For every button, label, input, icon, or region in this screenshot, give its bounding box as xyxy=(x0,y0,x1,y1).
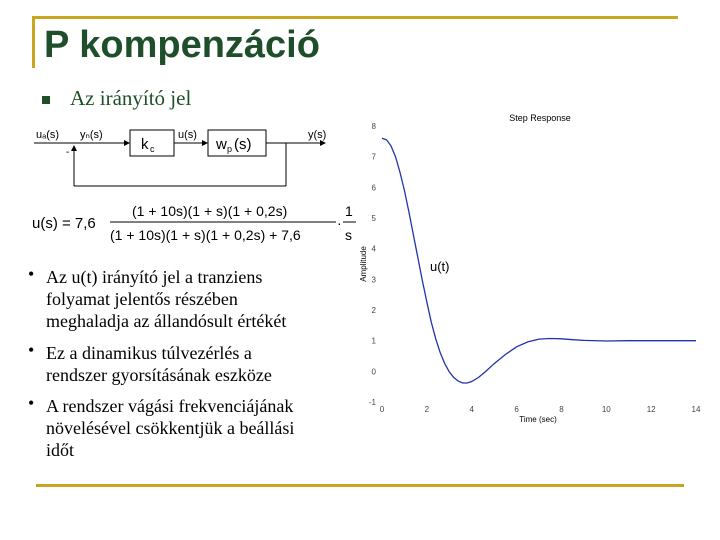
bullet-item-2 xyxy=(46,342,346,386)
step-response-chart xyxy=(352,108,708,432)
x-tick-label: 2 xyxy=(424,405,430,414)
y-tick-label: 6 xyxy=(371,183,376,193)
formula-lhs: u(s) = 7,6 xyxy=(32,215,96,232)
bullet-1-line-1: Az u(t) irányító jel a tranziens xyxy=(46,267,263,287)
bullet-dot-icon: • xyxy=(28,264,35,284)
x-tick-label: 4 xyxy=(469,405,474,414)
y-label: y(s) xyxy=(308,129,327,141)
bullet-2-line-2: rendszer gyorsításának eszköze xyxy=(46,365,272,385)
y-tick-label: 8 xyxy=(371,122,376,131)
controller-label: k xyxy=(141,136,149,153)
formula-frac2-denominator: s xyxy=(345,227,352,243)
left-frame-line xyxy=(32,16,35,68)
y-tick-label: 3 xyxy=(371,275,376,285)
formula-dot: · xyxy=(337,215,342,231)
y-tick-label: 4 xyxy=(371,244,376,254)
bullet-2-line-1: Ez a dinamikus túlvezérlés a xyxy=(46,343,252,363)
x-tick-label: 14 xyxy=(691,405,701,414)
page-title: P kompenzáció xyxy=(44,24,320,66)
plant-label: w xyxy=(216,136,227,153)
x-axis-label: Time (sec) xyxy=(519,415,557,424)
y-tick-label: -1 xyxy=(368,398,376,407)
bullet-1-line-2: folyamat jelentős részében xyxy=(46,289,238,309)
formula-denominator: (1 + 10s)(1 + s)(1 + 0,2s) + 7,6 xyxy=(110,227,301,243)
bullet-item-3 xyxy=(46,395,346,461)
bullet-1-line-3: meghaladja az állandósult értékét xyxy=(46,311,287,331)
x-tick-label: 12 xyxy=(646,405,656,414)
plant-subscript: p xyxy=(227,144,233,154)
bullet-item-1 xyxy=(46,266,346,332)
y-tick-label: 1 xyxy=(371,336,376,346)
x-tick-label: 0 xyxy=(379,405,385,414)
y-axis-label: Amplitude xyxy=(359,246,368,282)
plant-arg: (s) xyxy=(234,136,252,153)
square-bullet-icon xyxy=(42,96,50,104)
bullet-3-line-3: időt xyxy=(46,440,75,460)
x-tick-label: 8 xyxy=(559,405,564,414)
x-tick-label: 10 xyxy=(601,405,611,414)
chart-title: Step Response xyxy=(509,113,571,123)
bullet-dot-icon: • xyxy=(28,393,35,413)
x-tick-label: 6 xyxy=(514,405,519,414)
formula-frac2-numerator: 1 xyxy=(345,203,353,219)
input-label: uₐ(s) xyxy=(36,129,60,141)
y-tick-label: 0 xyxy=(371,367,376,377)
controller-subscript: c xyxy=(150,144,155,154)
bullet-3-line-1: A rendszer vágási frekvenciájának xyxy=(46,396,294,416)
bullet-dot-icon: • xyxy=(28,340,35,360)
y-tick-label: 7 xyxy=(371,152,376,162)
top-frame-line xyxy=(32,16,678,19)
y-tick-label: 5 xyxy=(371,214,376,223)
y-tick-label: 2 xyxy=(371,306,376,315)
yn-label: yₙ(s) xyxy=(80,129,103,141)
subtitle: Az irányító jel xyxy=(70,86,192,110)
bottom-frame-line xyxy=(36,484,684,487)
u-label: u(s) xyxy=(178,129,197,141)
formula-numerator: (1 + 10s)(1 + s)(1 + 0,2s) xyxy=(132,203,288,219)
curve-annotation: u(t) xyxy=(430,259,450,274)
bullet-3-line-2: növelésével csökkentjük a beállási xyxy=(46,418,295,438)
minus-sign: - xyxy=(66,147,70,158)
block-diagram xyxy=(28,118,360,250)
